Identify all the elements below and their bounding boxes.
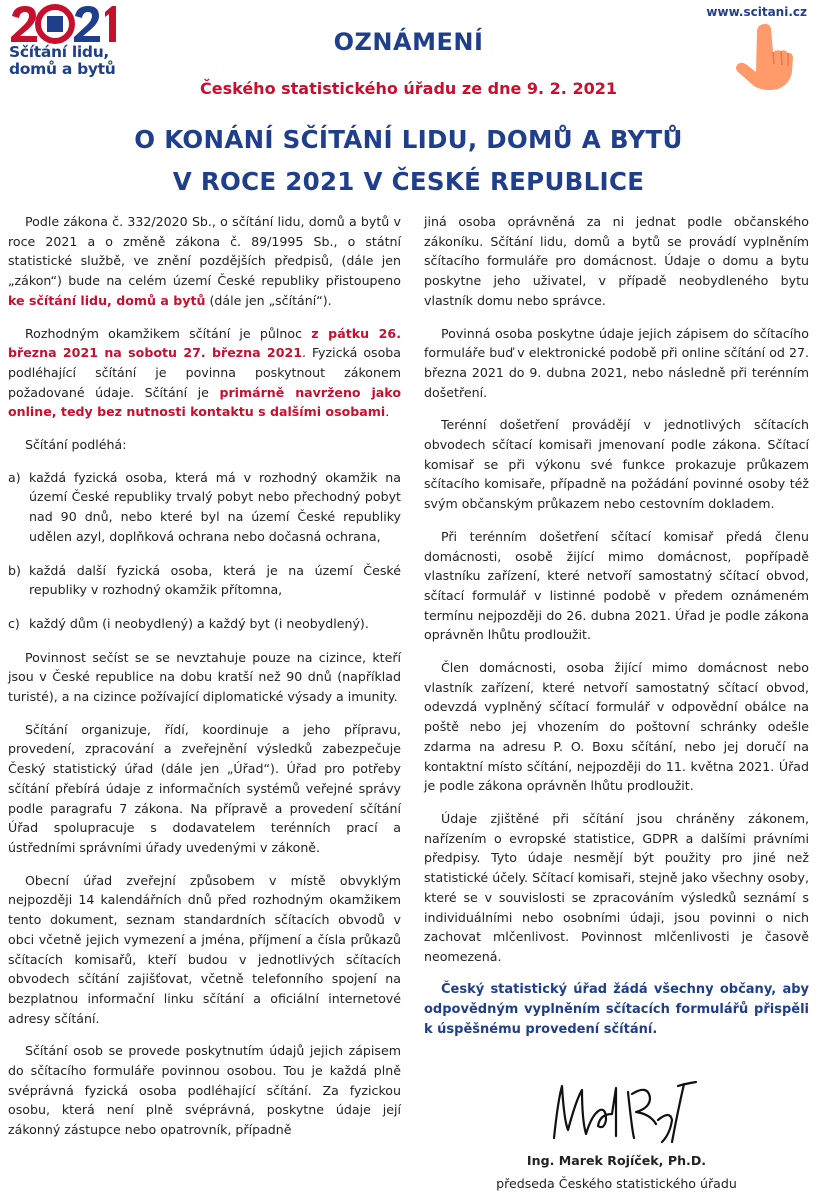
handwritten-signature <box>546 1080 706 1146</box>
document-subtitle: Českého statistického úřadu ze dne 9. 2. 2021 <box>200 79 617 98</box>
list-text: každá fyzická osoba, která má v rozhodný okamžik na území České republiky trvalý pobyt nebo přechodný pobyt nad 90 dnů, nebo které byl na území České republiky udělen azyl, doplňková ochrana nebo dočasná ochrana, <box>29 469 401 544</box>
right-column <box>424 212 809 1053</box>
list-item <box>8 614 401 634</box>
list-item <box>8 468 401 547</box>
paragraph-field-survey: Terénní došetření provádějí v jednotlivých sčítacích obvodech sčítací komisaři jmenovaní podle zákona. Sčítací komisař se při výkonu své funkce prokazuje průkazem sčítacího komisaře, případně na požádání povinné osoby též svým občanským průkazem nebo cestovním dokladem. <box>424 417 809 512</box>
highlight-online: primárně navrženo jako online, tedy bez nutnosti kontaktu s dalšími osobami <box>8 384 401 420</box>
signer-name: Ing. Marek Rojíček, Ph.D. <box>526 1153 707 1168</box>
heading-line1: O KONÁNÍ SČÍTÁNÍ LIDU, DOMŮ A BYTŮ <box>134 125 683 154</box>
paragraph-paper-form: Při terénním došetření sčítací komisař předá členu domácnosti, osobě žijící mimo domácnost, popřípadě vlastníku zařízení, které netvoří samostatný sčítací obvod, sčítací formulář v listinné podobě v předem oznámeném termínu nejpozději do 26. dubna 2021. Úřad je podle zákona oprávněn lhůtu prodloužit. <box>424 528 809 643</box>
highlight-census: ke sčítání lidu, domů a bytů <box>8 292 206 308</box>
paragraph-online-period: Povinná osoba poskytne údaje jejich zápisem do sčítacího formuláře buď v elektronické podobě při online sčítání od 27. března 2021 do 9. dubna 2021, nebo následně při terénním došetření. <box>424 325 809 400</box>
list-intro: Sčítání podléhá: <box>25 437 127 453</box>
list-marker: b) <box>8 562 21 578</box>
heading-line2: V ROCE 2021 V ČESKÉ REPUBLICE <box>172 167 645 196</box>
website-url: www.scitani.cz <box>706 5 807 19</box>
highlight-date: z pátku 26. března 2021 na sobotu 27. března 2021 <box>8 325 401 361</box>
signer-role: předseda Českého statistického úřadu <box>496 1176 737 1191</box>
list-marker: a) <box>8 469 21 485</box>
paragraph-continuation: jiná osoba oprávněná za ni jednat podle občanského zákoníku. Sčítání lidu, domů a bytů se provádí vyplněním sčítacího formuláře pro domácnost. Údaje o domu a bytu poskytne jeho uživatel, v případě neobydleného bytu vlastník domu nebo správce. <box>424 214 809 308</box>
paragraph-decisive-moment: Rozhodným okamžikem sčítání je půlnoc z pátku 26. března 2021 na sobotu 27. března 2021. Fyzická osoba podléhající sčítání je povinna poskytnout zákonem požadované údaje. Sčítání je primárně navrženo jako online, tedy bez nutnosti kontaktu s dalšími osobami. <box>8 325 401 420</box>
paragraph-form-return: Člen domácnosti, osoba žijící mimo domácnost nebo vlastník zařízení, které netvoří samostatný sčítací obvod, odevzdá vyplněný sčítací formulář v odpovědní obálce na poště nebo jej vhozením do poštovní schránky odešle zdarma na adresu P. O. Boxu sčítání, nebo jej doručí na kontaktní místo sčítání, nejpozději do 11. května 2021. Úřad je podle zákona oprávněn lhůtu prodloužit. <box>424 660 809 794</box>
list-text: každý dům (i neobydlený) a každý byt (i neobydlený). <box>29 615 369 631</box>
document-heading <box>0 119 817 203</box>
list-marker: c) <box>8 615 20 631</box>
paragraph-exemptions: Povinnost sečíst se se nevztahuje pouze na cizince, kteří jsou v České republice na dobu kratší než 90 dnů (například turisté), a na cizince požívající diplomatické výsady a imunity. <box>8 649 401 705</box>
paragraph-legal-basis: Podle zákona č. 332/2020 Sb., o sčítání lidu, domů a bytů v roce 2021 a o změně zákona č. 89/1995 Sb., o státní statistické službě, ve znění pozdějších předpisů, (dále jen „zákon“) bude na celém území České republiky přistoupeno ke sčítání lidu, domů a bytů (dále jen „sčítání“). <box>8 214 401 308</box>
logo-name-line1: Sčítání lidu, <box>9 43 110 61</box>
subject-list <box>8 468 401 634</box>
list-item <box>8 561 401 600</box>
paragraph-municipal-office: Obecní úřad zveřejní způsobem v místě obvyklým nejpozději 14 kalendářních dnů před rozhodným okamžikem tento dokument, seznam standardních sčítacích obvodů v obci včetně jejich vymezení a jména, příjmení a čísla průkazů sčítacích komisařů, kteří budou v jednotlivých sčítacích obvodech sčítání zajišťovat, včetně telefonního spojení na bezplatnou informační linku sčítání a oficiální internetové adresy sčítání. <box>8 872 401 1026</box>
list-text: každá další fyzická osoba, která je na území České republiky v rozhodný okamžik přítomna, <box>29 562 401 598</box>
paragraph-data-protection: Údaje zjištěné při sčítání jsou chráněny zákonem, nařízením o evropské statistice, GDPR a dalšími právními předpisy. Tyto údaje nesmějí být použity pro jiné než statistické účely. Sčítací komisaři, stejně jako všechny osoby, které se v souvislosti se zpracováním výsledků seznámí s individuálními nebo osobními údaji, jsou povinni o nich zachovat mlčenlivost. Povinnost mlčenlivosti je časově neomezená. <box>424 810 809 964</box>
paragraph-organization: Sčítání organizuje, řídí, koordinuje a jeho přípravu, provedení, zpracování a zveřejnění výsledků zabezpečuje Český statistický úřad (dále jen „Úřad“). Úřad pro potřeby sčítání přebírá údaje z informačních systémů veřejné správy podle paragrafu 7 zákona. Na přípravě a provedení sčítání Úřad spolupracuje s dodavatelem terénních prací a ústředními správními úřady uvedenými v zákoně. <box>8 721 401 855</box>
document-title: OZNÁMENÍ <box>333 28 484 56</box>
left-column <box>8 212 401 1153</box>
appeal-to-citizens: Český statistický úřad žádá všechny občany, aby odpovědným vyplněním sčítacích formulářů přispěli k úspěšnému provedení sčítání. <box>424 981 809 1037</box>
logo-name-line2: domů a bytů <box>9 60 116 78</box>
paragraph-census-of-persons: Sčítání osob se provede poskytnutím údajů jejich zápisem do sčítacího formuláře povinnou osobou. Tou je každá plně svéprávná fyzická osoba podléhající sčítání. Za fyzickou osobu, která není plně svéprávná, poskytne údaje její zákonný zástupce nebo opatrovník, případně <box>8 1043 401 1138</box>
